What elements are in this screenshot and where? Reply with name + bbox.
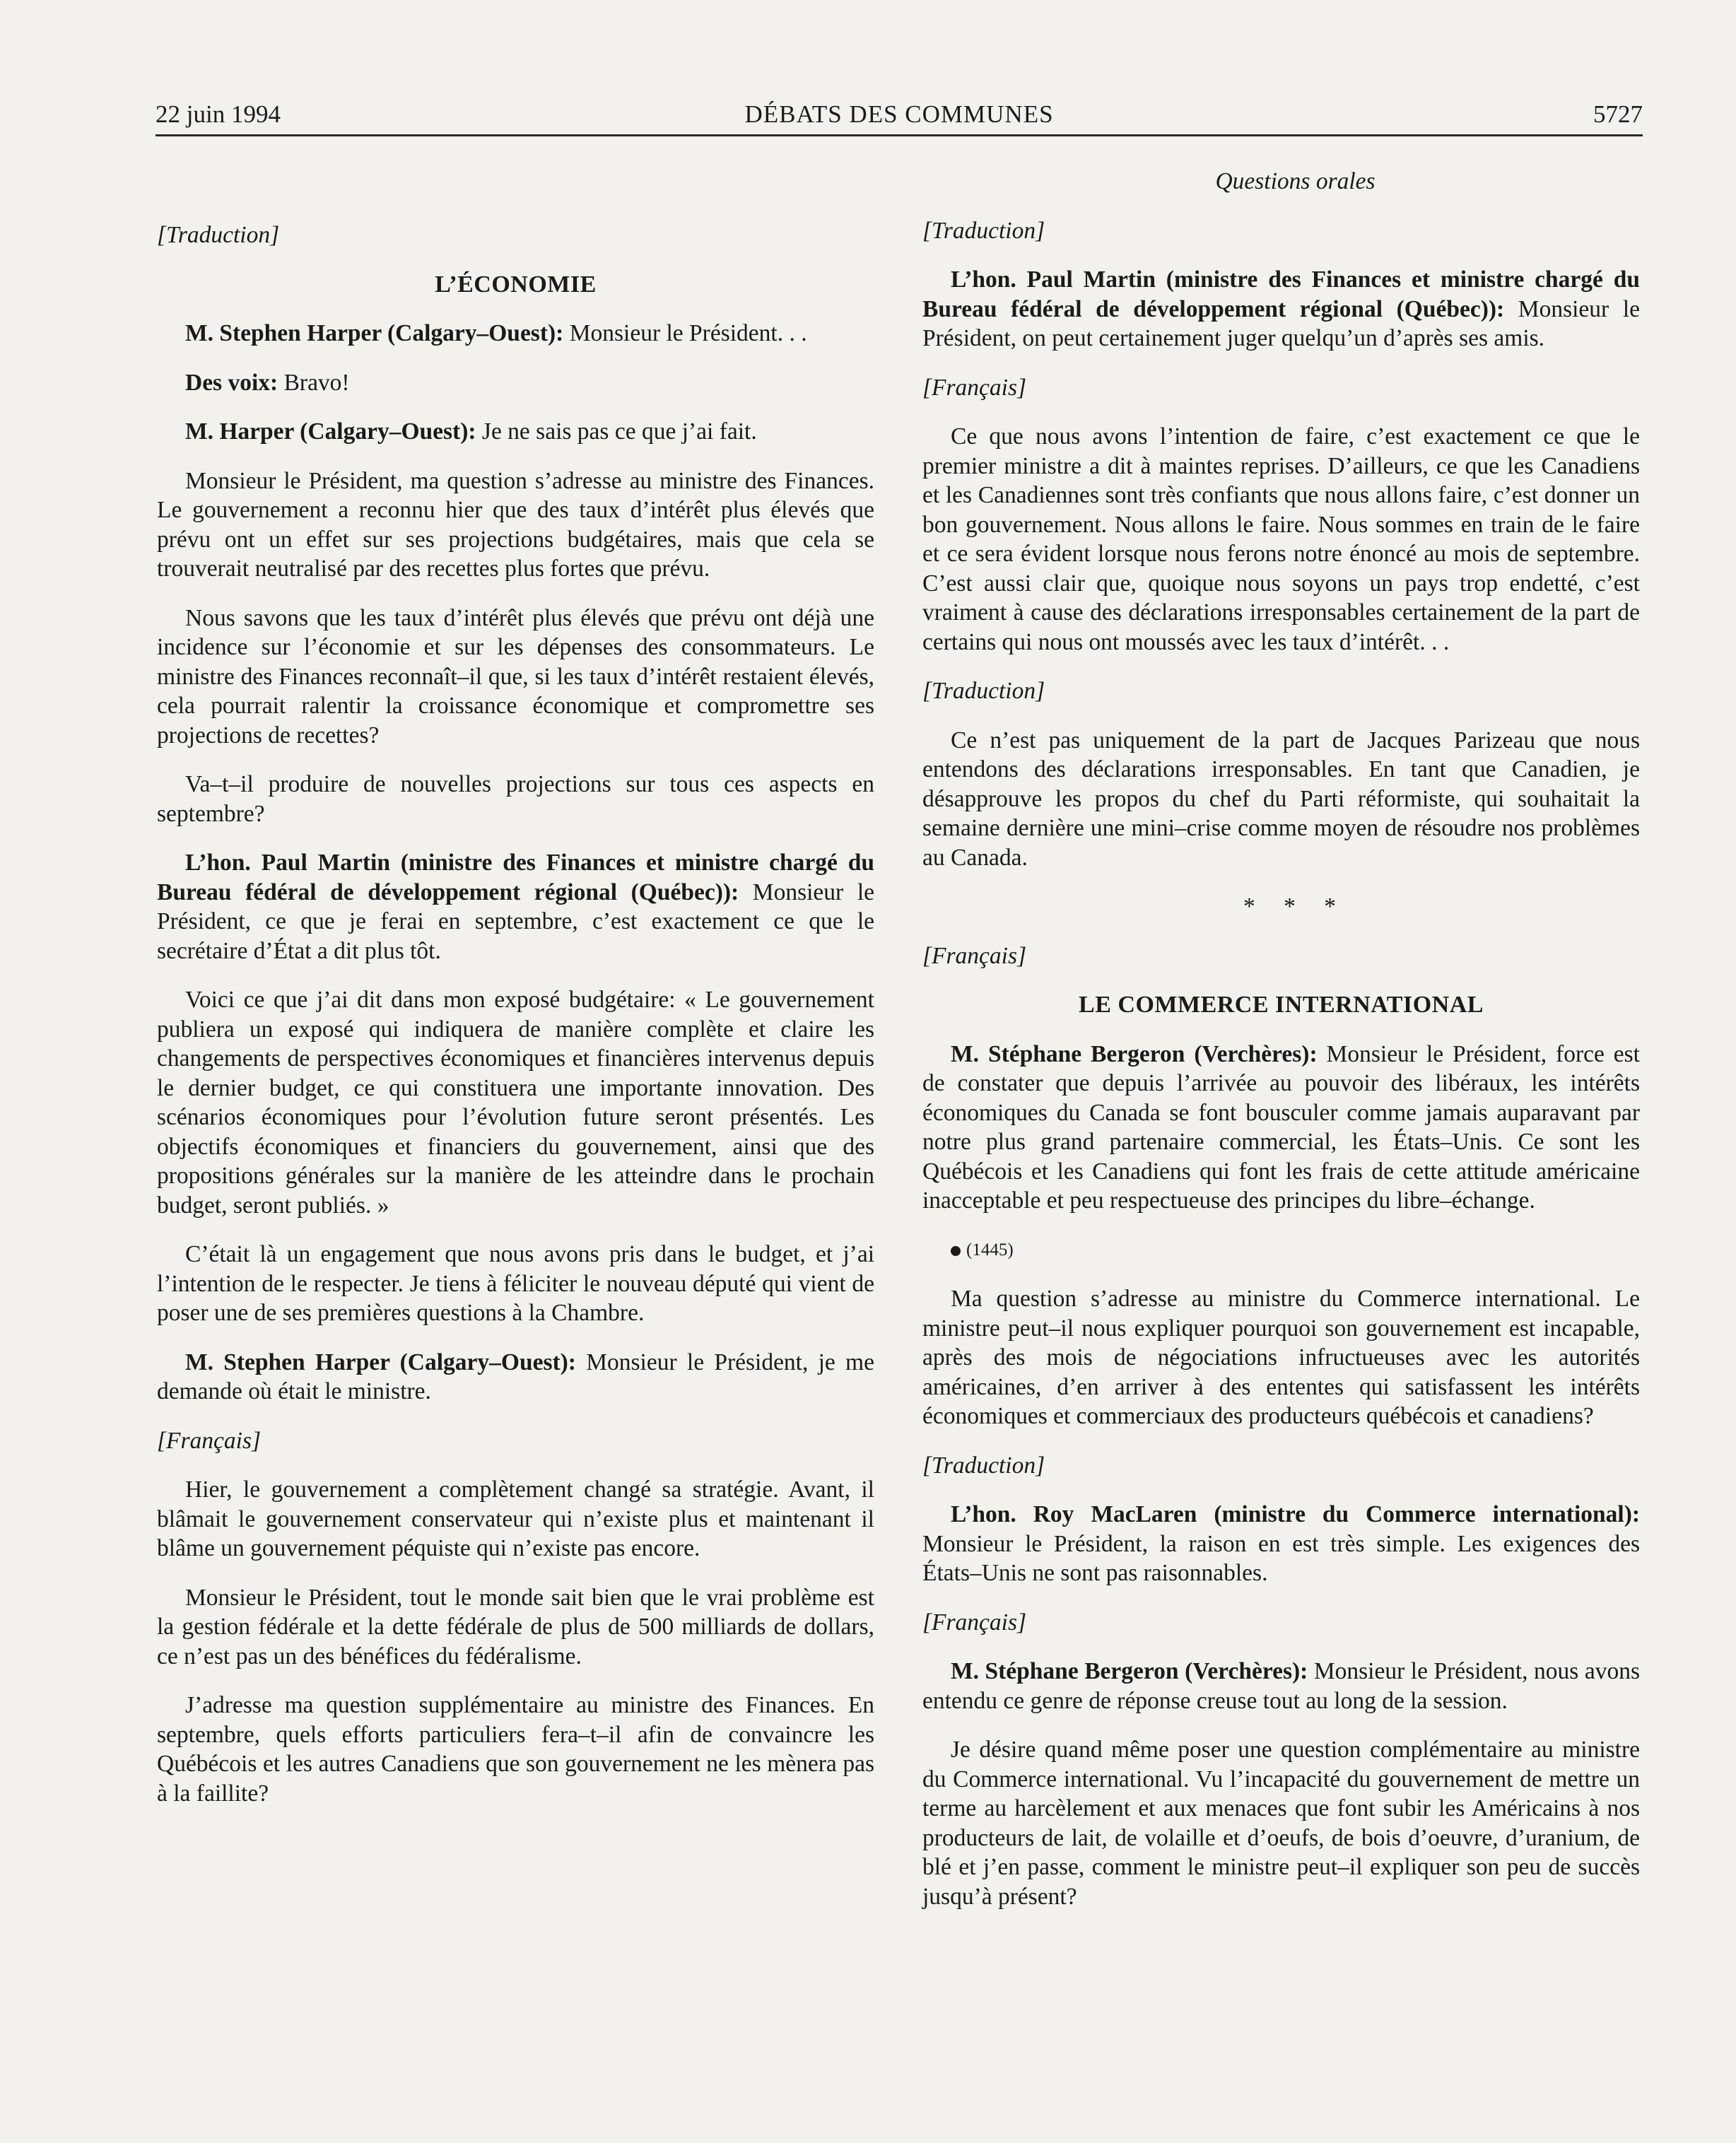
speech-text: Monsieur le Président, on peut certainement juger quelqu’un d’après ses amis.: [922, 295, 1641, 351]
speaker-name: M. Stéphane Bergeron (Verchères):: [951, 1658, 1308, 1684]
paragraph: [157, 848, 874, 965]
speaker-name: M. Stéphane Bergeron (Verchères):: [951, 1040, 1318, 1067]
speech-text: Monsieur le Président, force est de constater que depuis l’arrivée au pouvoir des libéraux, les intérêts économiques du Canada se font bousculer comme jamais auparavant par notre plus grand partenaire commercial, les États–Unis. Ce sont les Québécois et les Canadiens qui font les frais de cette attitude américaine inacceptable et peu respectueuse des principes du libre–échange.: [922, 1040, 1640, 1214]
time-marker: [922, 1235, 1640, 1265]
paragraph: Monsieur le Président, ma question s’adresse au ministre des Finances. Le gouvernement a reconnu hier que des taux d’intérêt plus élevés que prévu ont un effet sur ses projections budgétaires, mais que cela se trouverait neutralisé par des recettes plus fortes que prévu.: [157, 467, 874, 582]
paragraph: Monsieur le Président, tout le monde sait bien que le vrai problème est la gestion fédérale et la dette fédérale de plus de 500 milliards de dollars, ce n’est pas un des bénéfices du fédéralisme.: [157, 1584, 874, 1669]
section-heading-commerce-international: LE COMMERCE INTERNATIONAL: [1079, 992, 1484, 1018]
speech-text: Monsieur le Président, la raison en est très simple. Les exigences des États–Unis ne sont pas raisonnables.: [922, 1530, 1640, 1586]
header-title: DÉBATS DES COMMUNES: [744, 100, 1054, 128]
language-tag: [Français]: [922, 942, 1027, 969]
section-label: Questions orales: [1215, 168, 1376, 194]
speaker-name: L’hon. Roy MacLaren (ministre du Commerce international):: [951, 1501, 1640, 1527]
speaker-name: M. Harper (Calgary–Ouest):: [185, 418, 476, 445]
paragraph: [157, 319, 874, 348]
section-heading-economie: L’ÉCONOMIE: [435, 271, 597, 298]
paragraph: [922, 1500, 1640, 1588]
speech-text: Monsieur le Président, ce que je ferai en septembre, c’est exactement ce que le secrétaire d’État a dit plus tôt.: [157, 879, 875, 964]
speech-text: Je ne sais pas ce que j’ai fait.: [476, 418, 757, 445]
speaker-name: M. Stephen Harper (Calgary–Ouest):: [185, 320, 564, 346]
paragraph: Ce n’est pas uniquement de la part de Jacques Parizeau que nous entendons des déclarations irresponsables. En tant que Canadien, je désapprouve les propos du chef du Parti réformiste, qui souhaitait la semaine dernière une mini–crise comme moyen de résoudre nos problèmes au Canada.: [922, 727, 1640, 871]
language-tag: [Traduction]: [922, 678, 1045, 704]
language-tag: [Français]: [922, 1609, 1027, 1636]
paragraph: Voici ce que j’ai dit dans mon exposé budgétaire: « Le gouvernement publiera un exposé qui indiquera de manière complète et claire les changements de perspectives économiques et financières intervenus depuis le dernier budget, ce qui constituera une importante innovation. Des scénarios économiques pour l’évolution future seront présentés. Les objectifs économiques et financiers du gouvernement, ainsi que des propositions générales sur la manière de les atteindre dans le prochain budget, seront publiés. »: [157, 987, 874, 1219]
bullet-icon: [951, 1246, 961, 1256]
language-tag: [Traduction]: [922, 217, 1045, 244]
paragraph: J’adresse ma question supplémentaire au ministre des Finances. En septembre, quels efforts particuliers fera–t–il afin de convaincre les Québécois et les autres Canadiens que son gouvernement ne les mènera pas à la faillite?: [157, 1692, 874, 1807]
right-column: [922, 167, 1640, 1931]
language-tag: [Traduction]: [157, 222, 280, 248]
page-header: [156, 93, 1643, 136]
speaker-name: M. Stephen Harper (Calgary–Ouest):: [185, 1349, 576, 1375]
speaker-name: L’hon. Paul Martin (ministre des Finances et ministre chargé du Bureau fédéral de développement régional (Québec)):: [922, 266, 1640, 322]
paragraph: [157, 417, 874, 447]
paragraph: Je désire quand même poser une question complémentaire au ministre du Commerce international. Vu l’incapacité du gouvernement de mettre un terme au harcèlement et aux menaces que font subir les Américains à nos producteurs de lait, de volaille et d’oeufs, de bois d’oeuvre, d’uranium, de blé et j’en passe, comment le ministre peut–il expliquer son peu de succès jusqu’à présent?: [922, 1737, 1640, 1910]
language-tag: [Traduction]: [922, 1452, 1045, 1479]
speech-text: Monsieur le Président, je me demande où était le ministre.: [157, 1349, 874, 1404]
time-marker-text: (1445): [966, 1240, 1014, 1260]
paragraph: Ce que nous avons l’intention de faire, c’est exactement ce que le premier ministre a dit à maintes reprises. D’ailleurs, ce que les Canadiens et les Canadiennes sont très confiants que nous allons faire, c’est donner un bon gouvernement. Nous allons le faire. Nous sommes en train de le faire et ce sera évident lorsque nous ferons notre énoncé au mois de septembre. C’est aussi clair que, quoique nous soyons un pays trop endetté, c’est vraiment à cause des déclarations irresponsables certainement de la part de certains qui nous ont moussés avec les taux d’intérêt. . .: [922, 423, 1640, 655]
speech-text: Bravo!: [278, 369, 350, 396]
paragraph: [157, 368, 874, 398]
paragraph: Hier, le gouvernement a complètement changé sa stratégie. Avant, il blâmait le gouvernement conservateur qui n’existe plus et maintenant il blâme un gouvernement péquiste qui n’existe pas encore.: [157, 1476, 874, 1561]
header-page-number: 5727: [1593, 100, 1643, 128]
paragraph: [922, 265, 1640, 353]
speaker-name: L’hon. Paul Martin (ministre des Finances et ministre chargé du Bureau fédéral de développement régional (Québec)):: [157, 850, 874, 905]
language-tag: [Français]: [922, 374, 1027, 401]
left-column: [157, 221, 874, 1828]
paragraph: Va–t–il produire de nouvelles projections sur tous ces aspects en septembre?: [157, 771, 874, 827]
paragraph: [922, 1040, 1640, 1216]
speaker-name: Des voix:: [185, 369, 278, 396]
paragraph: C’était là un engagement que nous avons pris dans le budget, et j’ai l’intention de le respecter. Je tiens à féliciter le nouveau député qui vient de poser une de ses premières questions à la Chambre.: [157, 1241, 874, 1326]
speech-text: Monsieur le Président. . .: [563, 320, 807, 346]
paragraph: Nous savons que les taux d’intérêt plus élevés que prévu ont déjà une incidence sur l’économie et sur les dépenses des consommateurs. Le ministre des Finances reconnaît–il que, si les taux d’intérêt restaient élevés, cela pourrait ralentir la croissance économique et compromettre ses projections de recettes?: [157, 604, 874, 748]
language-tag: [Français]: [157, 1427, 262, 1454]
section-separator: * * *: [1243, 893, 1347, 920]
paragraph: [922, 1657, 1640, 1715]
header-date: 22 juin 1994: [156, 100, 281, 128]
speech-text: Monsieur le Président, nous avons entendu ce genre de réponse creuse tout au long de la session.: [922, 1658, 1641, 1714]
paragraph: [157, 1348, 874, 1407]
paragraph: Ma question s’adresse au ministre du Commerce international. Le ministre peut–il nous expliquer pourquoi son gouvernement est incapable, après des mois de négociations infructueuses avec les autorités américaines, d’en arriver à des ententes qui satisfassent les intérêts économiques et commerciaux des producteurs québécois et canadiens?: [922, 1286, 1640, 1429]
